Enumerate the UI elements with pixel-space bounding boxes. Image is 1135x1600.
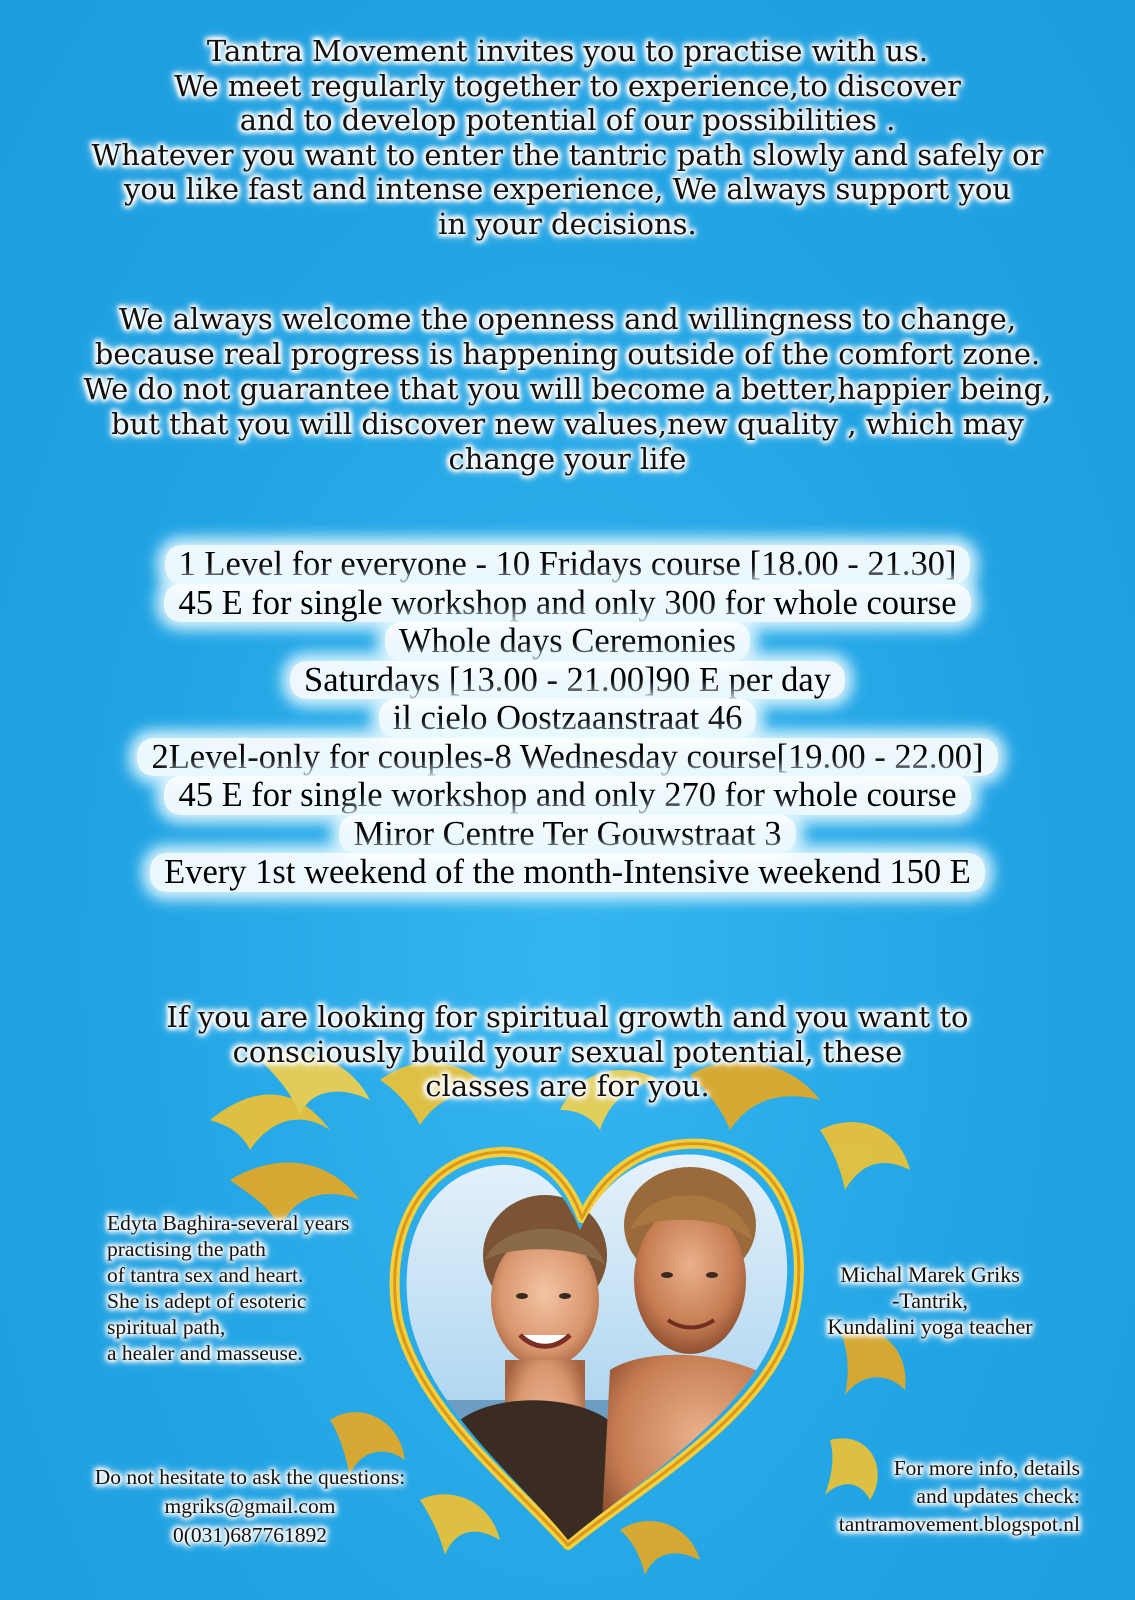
schedule-line <box>0 584 1135 623</box>
contact-phone[interactable]: 0(031)687761892 <box>172 1523 328 1547</box>
schedule-level1-price: 45 E for single workshop and only 300 for whole course <box>164 584 970 623</box>
bio-line: Edyta Baghira-several years <box>107 1211 350 1235</box>
contact-prompt: Do not hesitate to ask the questions: <box>94 1465 406 1489</box>
schedule-block <box>0 545 1135 892</box>
info-line: For more info, details <box>893 1456 1080 1480</box>
bio-line: -Tantrik, <box>891 1288 969 1313</box>
closing-line: classes are for you. <box>425 1069 710 1103</box>
schedule-level2: 2Level-only for couples-8 Wednesday course[19.00 - 22.00] <box>137 738 997 777</box>
welcome-line: We do not guarantee that you will become a better,happier being, <box>83 372 1052 406</box>
bio-line: Kundalini yoga teacher <box>827 1314 1033 1339</box>
info-url[interactable]: tantramovement.blogspot.nl <box>838 1512 1080 1536</box>
schedule-saturdays: Saturdays [13.00 - 21.00]90 E per day <box>290 661 845 700</box>
info-block <box>700 1454 1080 1538</box>
welcome-line: We always welcome the openness and willingness to change, <box>118 302 1017 336</box>
bio-michal <box>770 1262 1090 1340</box>
bio-line: of tantra sex and heart. <box>107 1263 304 1287</box>
schedule-line <box>0 815 1135 854</box>
closing-paragraph <box>0 1000 1135 1104</box>
bio-line: spiritual path, <box>107 1315 226 1339</box>
schedule-line <box>0 622 1135 661</box>
intro-line: you like fast and intense experience, We always support you <box>124 172 1011 206</box>
intro-line: Tantra Movement invites you to practise with us. <box>206 34 929 68</box>
schedule-line <box>0 661 1135 700</box>
welcome-line: change your life <box>448 442 687 476</box>
schedule-line <box>0 738 1135 777</box>
info-line: and updates check: <box>916 1484 1080 1508</box>
welcome-line: because real progress is happening outside of the comfort zone. <box>94 337 1041 371</box>
closing-line: If you are looking for spiritual growth and you want to <box>166 1000 969 1034</box>
welcome-paragraph <box>0 302 1135 477</box>
closing-line: consciously build your sexual potential, these <box>232 1034 903 1069</box>
schedule-line <box>0 853 1135 892</box>
schedule-location-2: Miror Centre Ter Gouwstraat 3 <box>339 815 795 854</box>
contact-block <box>30 1463 470 1550</box>
intro-line: Whatever you want to enter the tantric path slowly and safely or <box>91 137 1044 172</box>
bio-line: practising the path <box>107 1237 266 1261</box>
schedule-line <box>0 776 1135 815</box>
intro-line: and to develop potential of our possibilities . <box>239 103 896 137</box>
bio-line: She is adept of esoteric <box>107 1289 307 1313</box>
intro-line: in your decisions. <box>438 206 697 241</box>
welcome-line: but that you will discover new values,new quality , which may <box>111 407 1024 441</box>
schedule-level2-price: 45 E for single workshop and only 270 for whole course <box>164 776 970 815</box>
schedule-ceremonies: Whole days Ceremonies <box>385 622 750 661</box>
schedule-line <box>0 545 1135 584</box>
bio-line: a healer and masseuse. <box>107 1341 303 1365</box>
contact-email[interactable]: mgriks@gmail.com <box>164 1494 336 1518</box>
intro-line: We meet regularly together to experience,to discover <box>174 68 961 103</box>
bio-edyta <box>107 1210 349 1366</box>
schedule-location-1: il cielo Oostzaanstraat 46 <box>379 699 757 738</box>
intro-paragraph <box>0 34 1135 241</box>
bio-line: Michal Marek Griks <box>840 1262 1020 1287</box>
schedule-level1: 1 Level for everyone - 10 Fridays course [18.00 - 21.30] <box>165 545 971 584</box>
schedule-line <box>0 699 1135 738</box>
schedule-weekend: Every 1st weekend of the month-Intensive weekend 150 E <box>150 853 985 892</box>
